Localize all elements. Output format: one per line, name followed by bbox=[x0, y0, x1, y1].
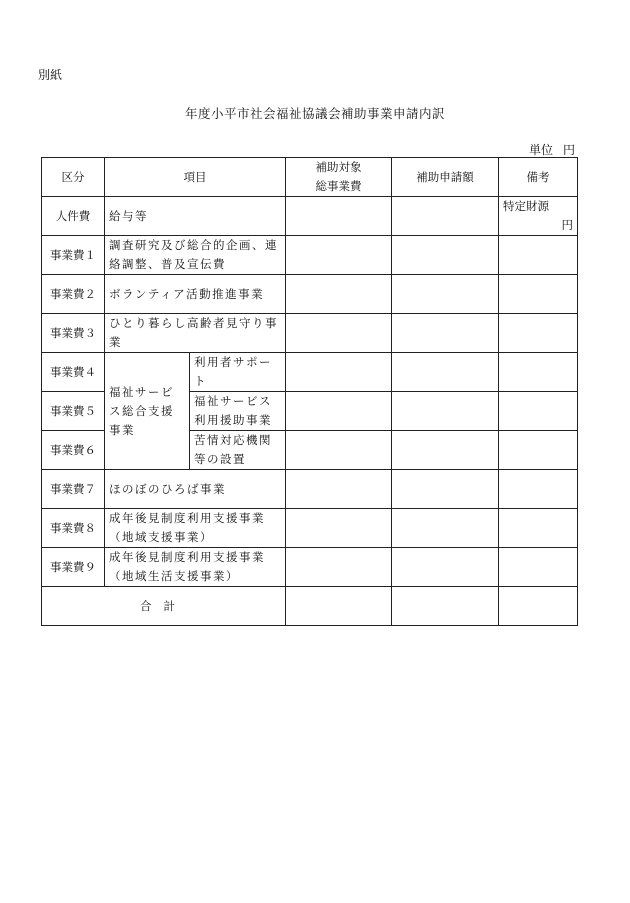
notes-sum-cell[interactable] bbox=[499, 587, 578, 626]
amount-cell[interactable] bbox=[392, 275, 499, 314]
amount-cell[interactable] bbox=[392, 548, 499, 587]
total-cost-cell[interactable] bbox=[286, 236, 392, 275]
row-category: 事業費２ bbox=[42, 275, 105, 314]
notes-cell[interactable] bbox=[499, 548, 578, 587]
total-cost-cell[interactable] bbox=[286, 197, 392, 236]
table-row bbox=[42, 353, 578, 392]
table-row bbox=[42, 275, 578, 314]
total-cost-cell[interactable] bbox=[286, 548, 392, 587]
row-category: 事業費８ bbox=[42, 509, 105, 548]
total-cost-cell[interactable] bbox=[286, 431, 392, 470]
notes-cell[interactable] bbox=[499, 470, 578, 509]
header-total-cost: 補助対象 総事業費 bbox=[286, 158, 392, 197]
amount-cell[interactable] bbox=[392, 236, 499, 275]
notes-cell[interactable] bbox=[499, 353, 578, 392]
table-header-row bbox=[42, 158, 578, 197]
notes-cell[interactable] bbox=[499, 509, 578, 548]
row-item: 給与等 bbox=[105, 197, 286, 236]
document-title: 年度小平市社会福祉協議会補助事業申請内訳 bbox=[184, 106, 445, 121]
amount-cell[interactable] bbox=[392, 314, 499, 353]
total-cost-cell[interactable] bbox=[286, 353, 392, 392]
row-group-item: 福祉サービス総合支援事業 bbox=[105, 353, 190, 470]
amount-sum-cell[interactable] bbox=[392, 587, 499, 626]
total-label: 合計 bbox=[42, 587, 286, 626]
header-notes: 備考 bbox=[499, 158, 578, 197]
amount-cell[interactable] bbox=[392, 353, 499, 392]
total-cost-cell[interactable] bbox=[286, 470, 392, 509]
row-category: 事業費６ bbox=[42, 431, 105, 470]
total-cost-cell[interactable] bbox=[286, 314, 392, 353]
row-category: 事業費３ bbox=[42, 314, 105, 353]
row-item: ボランティア活動推進事業 bbox=[105, 275, 286, 314]
table-row bbox=[42, 314, 578, 353]
row-item: ひとり暮らし高齢者見守り事業 bbox=[105, 314, 286, 353]
annex-label: 別紙 bbox=[38, 68, 63, 82]
header-item: 項目 bbox=[105, 158, 286, 197]
notes-cell[interactable] bbox=[499, 197, 578, 236]
specific-funds-unit: 円 bbox=[561, 218, 573, 232]
row-category: 事業費５ bbox=[42, 392, 105, 431]
amount-cell[interactable] bbox=[392, 470, 499, 509]
header-amount: 補助申請額 bbox=[392, 158, 499, 197]
total-cost-cell[interactable] bbox=[286, 275, 392, 314]
table-row bbox=[42, 548, 578, 587]
row-category: 事業費９ bbox=[42, 548, 105, 587]
amount-cell[interactable] bbox=[392, 392, 499, 431]
table-row bbox=[42, 470, 578, 509]
unit-value: 円 bbox=[562, 143, 575, 157]
header-category: 区分 bbox=[42, 158, 105, 197]
row-category: 事業費４ bbox=[42, 353, 105, 392]
row-category: 事業費７ bbox=[42, 470, 105, 509]
total-cost-cell[interactable] bbox=[286, 392, 392, 431]
subsidy-breakdown-table bbox=[41, 157, 578, 626]
notes-cell[interactable] bbox=[499, 275, 578, 314]
total-cost-cell[interactable] bbox=[286, 509, 392, 548]
total-row bbox=[42, 587, 578, 626]
unit-label: 単位 bbox=[528, 143, 553, 157]
total-cost-sum-cell[interactable] bbox=[286, 587, 392, 626]
specific-funds-label: 特定財源 bbox=[503, 199, 549, 213]
notes-cell[interactable] bbox=[499, 431, 578, 470]
notes-cell[interactable] bbox=[499, 236, 578, 275]
row-category: 事業費１ bbox=[42, 236, 105, 275]
row-subitem: 苦情対応機関等の設置 bbox=[190, 431, 286, 470]
row-subitem: 福祉サービス利用援助事業 bbox=[190, 392, 286, 431]
row-subitem: 利用者サポート bbox=[190, 353, 286, 392]
row-item: ほのぼのひろば事業 bbox=[105, 470, 286, 509]
row-item: 成年後見制度利用支援事業（地域生活支援事業） bbox=[105, 548, 286, 587]
amount-cell[interactable] bbox=[392, 197, 499, 236]
notes-cell[interactable] bbox=[499, 314, 578, 353]
unit-note bbox=[519, 141, 575, 158]
table-row bbox=[42, 197, 578, 236]
notes-cell[interactable] bbox=[499, 392, 578, 431]
table-row bbox=[42, 509, 578, 548]
row-category: 人件費 bbox=[42, 197, 105, 236]
amount-cell[interactable] bbox=[392, 509, 499, 548]
row-item: 調査研究及び総合的企画、連絡調整、普及宣伝費 bbox=[105, 236, 286, 275]
table-row bbox=[42, 236, 578, 275]
amount-cell[interactable] bbox=[392, 431, 499, 470]
row-item: 成年後見制度利用支援事業（地域支援事業） bbox=[105, 509, 286, 548]
